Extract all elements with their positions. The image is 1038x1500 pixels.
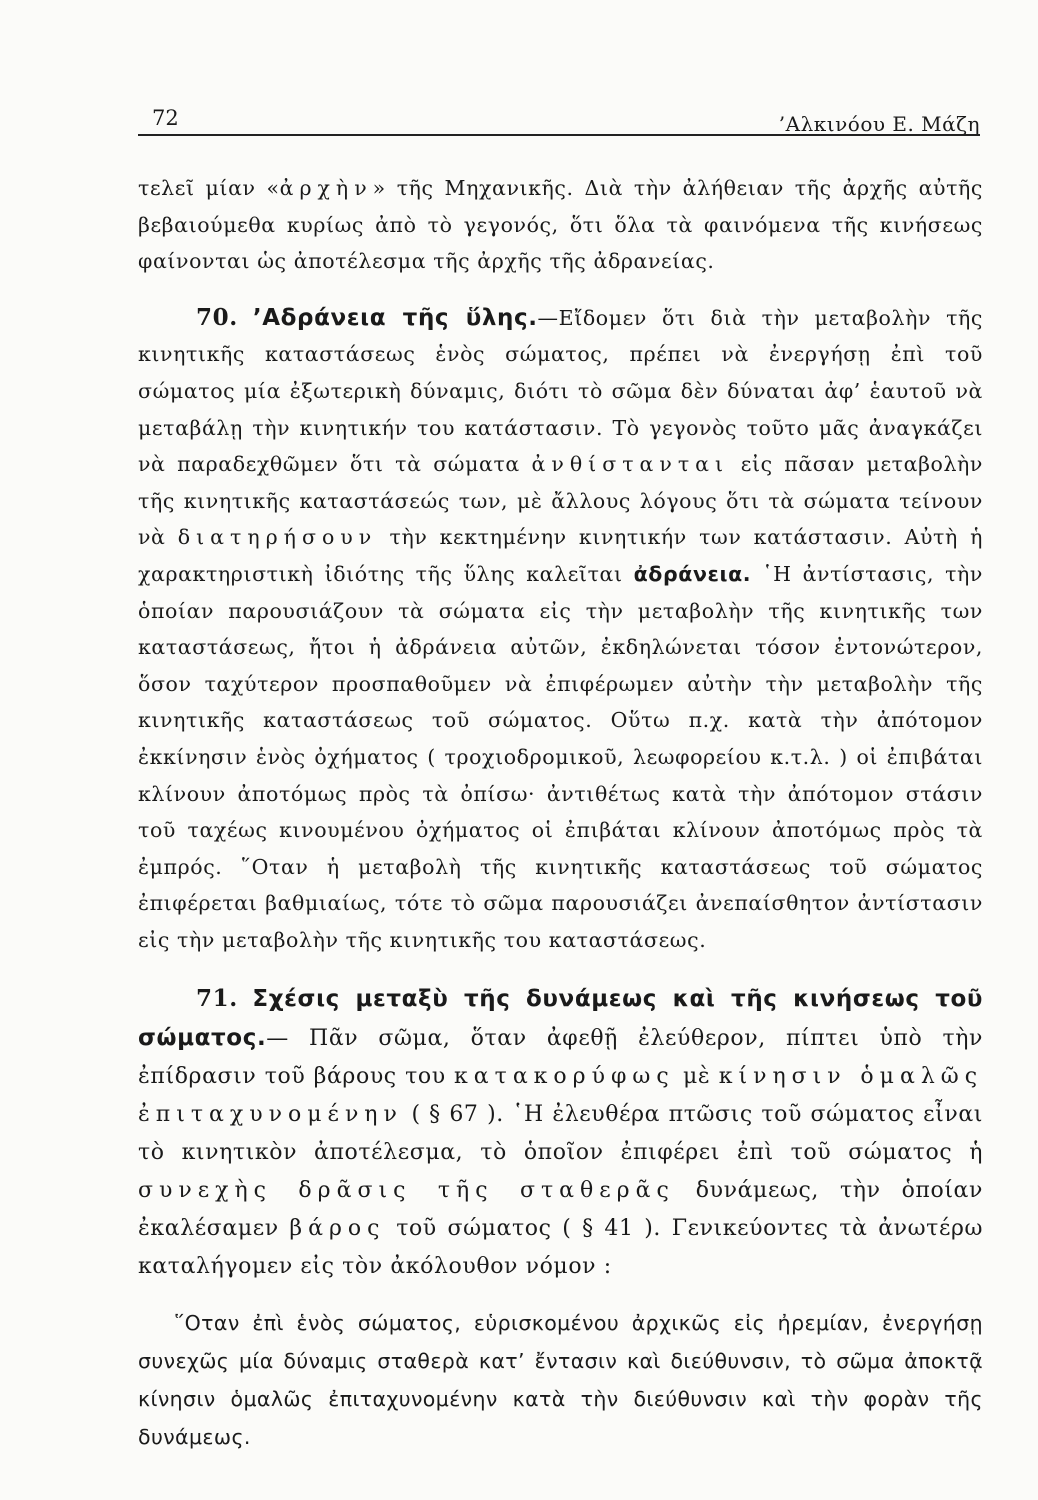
section-70: 70. ’Αδράνεια τῆς ὕλης.—Εἴδομεν ὅτι διὰ τὴν μεταβολὴν τῆς κινητικῆς καταστάσεως ἑνὸς σώματος, πρέπει νὰ ἐνεργήσῃ ἐπὶ τοῦ σώματος μία ἐξωτερικὴ δύναμις, διότι τὸ σῶμα δὲν δύναται ἀφ’ ἑαυτοῦ νὰ μεταβάλῃ τὴν κινητικήν του κατάστασιν. Τὸ γεγονὸς τοῦτο μᾶς ἀναγκάζει νὰ παραδεχθῶμεν ὅτι τὰ σώματα ἀνθίστανται εἰς πᾶσαν μεταβολὴν τῆς κινητικῆς καταστάσεώς των, μὲ ἄλλους λόγους ὅτι τὰ σώματα τείνουν νὰ διατηρήσουν τὴν κεκτημένην κινητικήν των κατάστασιν. Αὐτὴ ἡ χαρακτηριστικὴ ἰδιότης τῆς ὕλης καλεῖται ἀδράνεια. ῾Η ἀντίστασις, τὴν ὁποίαν παρουσιάζουν τὰ σώματα εἰς τὴν μεταβολὴν τῆς κινητικῆς των καταστάσεως, ἤτοι ἡ ἀδράνεια αὐτῶν, ἐκδηλώνεται τόσον ἐντονώτερον, ὅσον ταχύτερον προσπαθοῦμεν νὰ ἐπιφέρωμεν αὐτὴν τὴν μεταβολὴν τῆς κινητικῆς καταστάσεως τοῦ σώματος. Οὕτω π.χ. κατὰ τὴν ἀπότομον ἐκκίνησιν ἑνὸς ὀχήματος ( τροχιοδρομικοῦ, λεωφορείου κ.τ.λ. ) οἱ ἐπιβάται κλίνουν ἀποτόμως πρὸς τὰ ὀπίσω· ἀντιθέτως κατὰ τὴν ἀπότομον στάσιν τοῦ ταχέως κινουμένου ὀχήματος οἱ ἐπιβάται κλίνουν ἀποτόμως πρὸς τὰ ἐμπρός. ῞Οταν ἡ μεταβολὴ τῆς κινητικῆς καταστάσεως τοῦ σώματος ἐπιφέρεται βαθμιαίως, τότε τὸ σῶμα παρουσιάζει ἀνεπαίσθητον ἀντίστασιν εἰς τὴν μεταβολὴν τῆς κινητικῆς του καταστάσεως. bbox=[138, 303, 983, 952]
section-number: 71. bbox=[196, 985, 238, 1013]
running-head: ’Αλκινόου Ε. Μάζη bbox=[778, 112, 980, 136]
spaced-term: ἀνθίστανται bbox=[531, 452, 730, 477]
spaced-term: κίνησιν ὁμαλῶς ἐπιταχυνομένην bbox=[138, 1064, 984, 1128]
bold-term: ἀδράνεια. bbox=[633, 561, 752, 586]
law-statement: ῞Οταν ἐπὶ ἑνὸς σώματος, εὑρισκομένου ἀρχικῶς εἰς ἠρεμίαν, ἐνεργήσῃ συνεχῶς μία δύναμις σταθερὰ κατ’ ἔντασιν καὶ διεύθυνσιν, τὸ σῶμα ἀποκτᾷ κίνησιν ὁμαλῶς ἐπιταχυνομένην κατὰ τὴν διεύθυνσιν καὶ τὴν φορὰν τῆς δυνάμεως. bbox=[138, 1311, 983, 1450]
header-rule bbox=[138, 134, 980, 136]
page-header bbox=[138, 96, 980, 136]
section-71: 71. Σχέσις μεταξὺ τῆς δυνάμεως καὶ τῆς κινήσεως τοῦ σώματος.— Πᾶν σῶμα, ὅταν ἀφεθῇ ἐλεύθερον, πίπτει ὑπὸ τὴν ἐπίδρασιν τοῦ βάρους του κατακορύφως μὲ κίνησιν ὁμαλῶς ἐπιταχυνομένην ( § 67 ). ῾Η ἐλευθέρα πτῶσις τοῦ σώματος εἶναι τὸ κινητικὸν ἀποτέλεσμα, τὸ ὁποῖον ἐπιφέρει ἐπὶ τοῦ σώματος ἡ συνεχὴς δρᾶσις τῆς σταθερᾶς δυνάμεως, τὴν ὁποίαν ἐκαλέσαμεν βάρος τοῦ σώματος ( § 41 ). Γενικεύοντες τὰ ἀνωτέρω καταλήγομεν εἰς τὸν ἀκόλουθον νόμον : bbox=[138, 985, 984, 1280]
page-body bbox=[138, 170, 983, 1456]
spaced-term: διατηρήσουν bbox=[177, 525, 378, 550]
spaced-term: ἀρχὴν bbox=[279, 176, 373, 200]
spaced-term: κατακορύφως bbox=[454, 1064, 675, 1090]
section-title: ’Αδράνεια τῆς ὕλης. bbox=[252, 304, 538, 331]
spaced-term: συνεχὴς δρᾶσις τῆς σταθερᾶς bbox=[138, 1178, 675, 1204]
section-number: 70. bbox=[196, 303, 238, 331]
page-number: 72 bbox=[152, 106, 179, 130]
section-title: Σχέσις μεταξὺ τῆς δυνάμεως καὶ τῆς κινήσεως τοῦ σώματος. bbox=[138, 986, 983, 1052]
paragraph-continuation: τελεῖ μίαν «ἀρχὴν» τῆς Μηχανικῆς. Διὰ τὴν ἀλήθειαν τῆς ἀρχῆς αὐτῆς βεβαιούμεθα κυρίως ἀπὸ τὸ γεγονός, ὅτι ὅλα τὰ φαινόμενα τῆς κινήσεως φαίνονται ὡς ἀποτέλεσμα τῆς ἀρχῆς τῆς ἀδρανείας. bbox=[138, 176, 983, 274]
spaced-term: βάρος bbox=[289, 1216, 386, 1242]
